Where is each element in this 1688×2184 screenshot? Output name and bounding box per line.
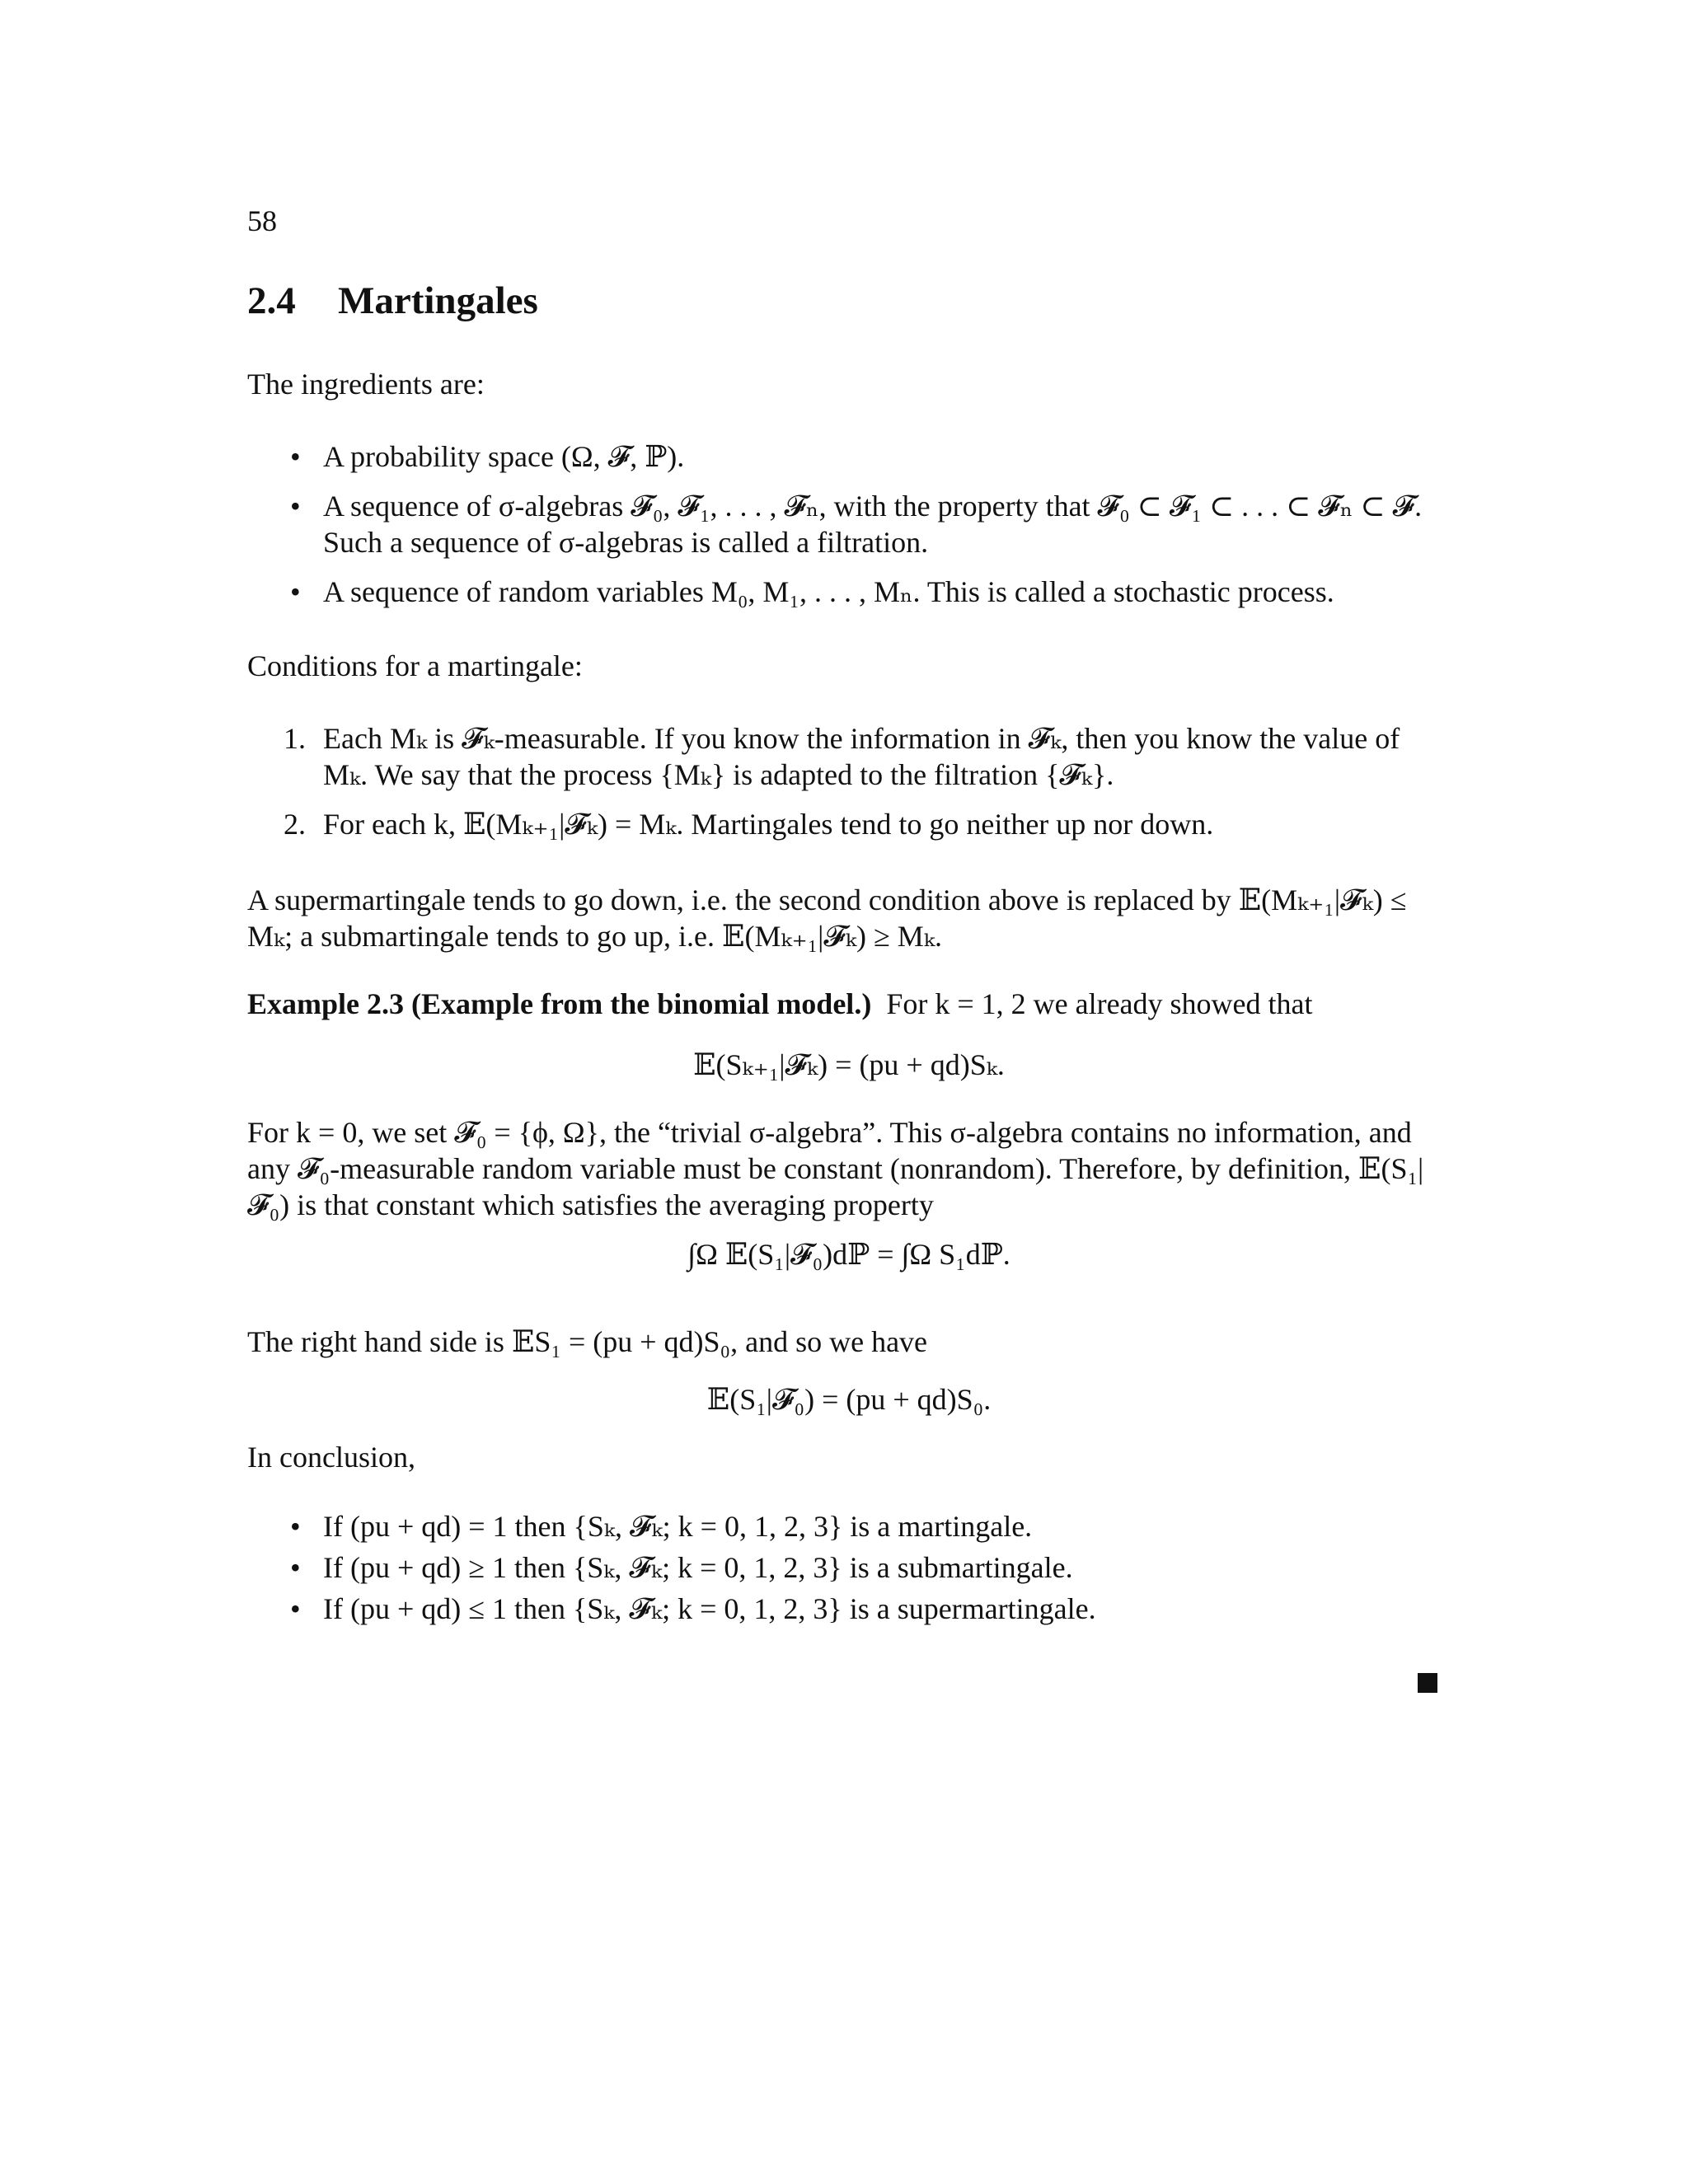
ingredient-1: A probability space (Ω, 𝓕, ℙ).	[323, 440, 685, 473]
list-item: • If (pu + qd) = 1 then {Sₖ, 𝓕ₖ; k = 0, 1, 2, 3} is a martingale.	[290, 1510, 1033, 1543]
list-item: • A sequence of σ-algebras 𝓕₀, 𝓕₁, . . . , 𝓕ₙ, with the property that 𝓕₀ ⊂ 𝓕₁ ⊂ . . . ⊂ 𝓕ₙ ⊂ 𝓕. Such a sequence of σ-algebras is called a filtration.	[290, 490, 1423, 559]
conditions-heading: Conditions for a martingale:	[247, 649, 583, 682]
conclusion-2: If (pu + qd) ≥ 1 then {Sₖ, 𝓕ₖ; k = 0, 1, 2, 3} is a submartingale.	[323, 1551, 1073, 1584]
intro-text: The ingredients are:	[247, 368, 485, 401]
equation-2: ∫Ω 𝔼(S₁|𝓕₀)dℙ = ∫Ω S₁dℙ.	[687, 1238, 1010, 1271]
condition-1: Each Mₖ is 𝓕ₖ-measurable. If you know the information in 𝓕ₖ, then you know the value of Mₖ. We say that the process {Mₖ} is adapted to the filtration {𝓕ₖ}.	[323, 722, 1400, 791]
section-title: Martingales	[338, 279, 538, 322]
conclusion-3: If (pu + qd) ≤ 1 then {Sₖ, 𝓕ₖ; k = 0, 1, 2, 3} is a supermartingale.	[323, 1592, 1096, 1625]
ingredient-2: A sequence of σ-algebras 𝓕₀, 𝓕₁, . . . , 𝓕ₙ, with the property that 𝓕₀ ⊂ 𝓕₁ ⊂ . . . ⊂ 𝓕ₙ ⊂ 𝓕. Such a sequence of σ-algebras is called a filtration.	[323, 490, 1423, 559]
example-paragraph: For k = 0, we set 𝓕₀ = {ϕ, Ω}, the “trivial σ-algebra”. This σ-algebra contains no information, and any 𝓕₀-measurable random variable must be constant (nonrandom). Therefore, by definition, 𝔼(S₁|𝓕₀) is that constant which satisfies the averaging property	[247, 1116, 1424, 1221]
super-sub-paragraph: A supermartingale tends to go down, i.e. the second condition above is replaced by 𝔼(Mₖ₊₁|𝓕ₖ) ≤ Mₖ; a submartingale tends to go up, i.e. 𝔼(Mₖ₊₁|𝓕ₖ) ≥ Mₖ.	[247, 883, 1407, 953]
condition-2: For each k, 𝔼(Mₖ₊₁|𝓕ₖ) = Mₖ. Martingales tend to go neither up nor down.	[323, 808, 1214, 841]
list-item: • A sequence of random variables M₀, M₁, . . . , Mₙ. This is called a stochastic process.	[290, 575, 1334, 608]
conclusion-1: If (pu + qd) = 1 then {Sₖ, 𝓕ₖ; k = 0, 1, 2, 3} is a martingale.	[323, 1510, 1033, 1543]
list-item: • If (pu + qd) ≤ 1 then {Sₖ, 𝓕ₖ; k = 0, 1, 2, 3} is a supermartingale.	[290, 1592, 1096, 1625]
section-heading	[247, 277, 1451, 326]
conclusion-intro: In conclusion,	[247, 1441, 415, 1474]
example-label: Example 2.3 (Example from the binomial model.)	[247, 987, 872, 1020]
list-item: • If (pu + qd) ≥ 1 then {Sₖ, 𝓕ₖ; k = 0, 1, 2, 3} is a submartingale.	[290, 1551, 1073, 1584]
list-item: • A probability space (Ω, 𝓕, ℙ).	[290, 440, 685, 473]
equation-3: 𝔼(S₁|𝓕₀) = (pu + qd)S₀.	[706, 1383, 992, 1416]
example-intro	[247, 986, 1451, 1022]
qed-square-icon	[1418, 1673, 1437, 1693]
list-item: 2. For each k, 𝔼(Mₖ₊₁|𝓕ₖ) = Mₖ. Martingales tend to go neither up nor down.	[284, 808, 1214, 841]
page-number: 58	[247, 204, 277, 237]
ingredient-3: A sequence of random variables M₀, M₁, . . . , Mₙ. This is called a stochastic process.	[323, 575, 1334, 608]
equation-1: 𝔼(Sₖ₊₁|𝓕ₖ) = (pu + qd)Sₖ.	[693, 1048, 1005, 1081]
list-item: 1. Each Mₖ is 𝓕ₖ-measurable. If you know the information in 𝓕ₖ, then you know the value of Mₖ. We say that the process {Mₖ} is adapted to the filtration {𝓕ₖ}.	[284, 722, 1400, 791]
rhs-text: The right hand side is 𝔼S₁ = (pu + qd)S₀, and so we have	[247, 1325, 928, 1358]
section-number: 2.4	[247, 279, 296, 322]
example-text: For k = 1, 2 we already showed that	[886, 987, 1313, 1020]
page	[247, 0, 1451, 2184]
